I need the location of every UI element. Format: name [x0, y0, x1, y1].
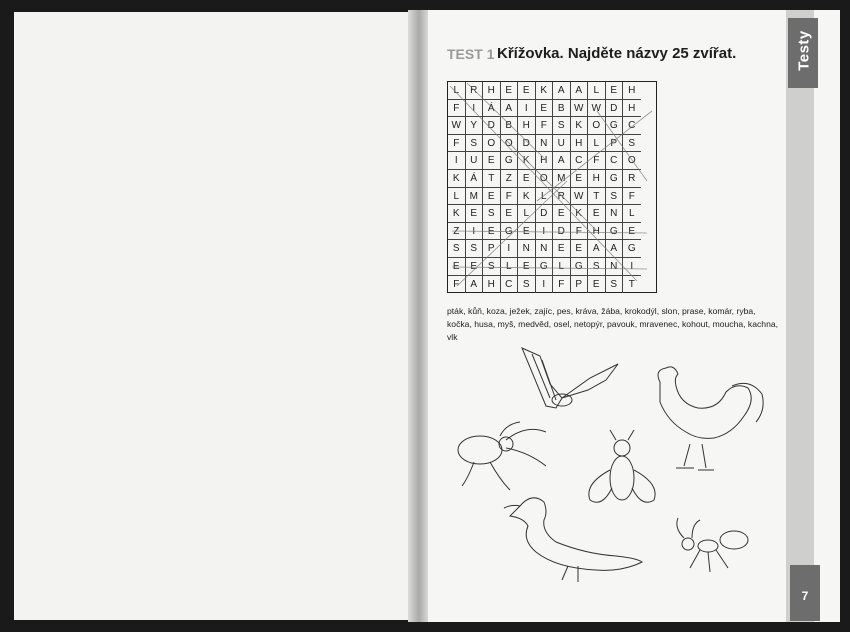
- grid-cell: E: [501, 205, 519, 223]
- grid-cell: D: [553, 223, 571, 241]
- grid-cell: K: [536, 82, 554, 100]
- grid-cell: Á: [483, 100, 501, 118]
- grid-cell: W: [571, 100, 589, 118]
- grid-cell: A: [571, 82, 589, 100]
- grid-cell: E: [466, 258, 484, 276]
- grid-cell: L: [448, 82, 466, 100]
- grid-cell: E: [588, 205, 606, 223]
- grid-cell: E: [536, 100, 554, 118]
- grid-cell: I: [466, 100, 484, 118]
- animal-illustrations: [450, 340, 780, 590]
- page-number-box: [790, 565, 820, 621]
- grid-cell: T: [483, 170, 501, 188]
- grid-cell: I: [448, 152, 466, 170]
- grid-cell: H: [571, 135, 589, 153]
- grid-cell: H: [483, 82, 501, 100]
- grid-cell: G: [501, 223, 519, 241]
- grid-cell: H: [588, 223, 606, 241]
- grid-cell: E: [501, 82, 519, 100]
- grid-cell: K: [571, 205, 589, 223]
- grid-cell: E: [518, 82, 536, 100]
- bat-illustration: [522, 348, 618, 408]
- grid-cell: E: [553, 240, 571, 258]
- book-gutter: [408, 10, 430, 622]
- grid-cell: E: [553, 205, 571, 223]
- grid-cell: R: [466, 82, 484, 100]
- grid-cell: F: [448, 135, 466, 153]
- grid-cell: C: [606, 152, 624, 170]
- grid-cell: D: [536, 205, 554, 223]
- edge-strip: [786, 10, 814, 622]
- word-search-grid: [447, 81, 657, 293]
- grid-cell: G: [623, 240, 641, 258]
- rooster-illustration: [658, 367, 763, 470]
- grid-cell: T: [628, 278, 635, 290]
- grid-row: [448, 205, 656, 223]
- grid-cell: F: [448, 100, 466, 118]
- grid-row: [448, 117, 656, 135]
- grid-cell: L: [501, 258, 519, 276]
- grid-cell: I: [466, 223, 484, 241]
- grid-row: [448, 170, 656, 188]
- test-label: TEST 1: [447, 46, 495, 62]
- grid-row: [448, 82, 656, 100]
- grid-cell: M: [466, 188, 484, 206]
- grid-cell: L: [553, 258, 571, 276]
- grid-row: [448, 240, 656, 258]
- grid-cell: S: [466, 240, 484, 258]
- grid-cell: B: [553, 100, 571, 118]
- grid-cell: F: [536, 117, 554, 135]
- grid-cell: H: [536, 152, 554, 170]
- grid-row: [448, 276, 656, 294]
- grid-cell: G: [606, 117, 624, 135]
- grid-cell: L: [536, 188, 554, 206]
- grid-cell: N: [536, 240, 554, 258]
- grid-cell: R: [553, 188, 571, 206]
- grid-row: [448, 135, 656, 153]
- grid-cell: Á: [466, 170, 484, 188]
- grid-row: [448, 100, 656, 118]
- grid-cell: S: [588, 258, 606, 276]
- grid-cell: L: [588, 135, 606, 153]
- grid-cell: E: [518, 223, 536, 241]
- grid-cell: E: [448, 258, 466, 276]
- animal-word-list: pták, kůň, koza, ježek, zajíc, pes, kráva, žába, krokodýl, slon, prase, komár, ryba, kočka, husa, myš, medvěd, osel, netopýr, pavouk, mravenec, kohout, moucha, kachna, vlk: [447, 306, 779, 342]
- grid-cell: H: [623, 82, 641, 100]
- grid-row: [448, 258, 656, 276]
- grid-cell: S: [483, 205, 501, 223]
- grid-cell: A: [466, 276, 484, 294]
- section-tab: [788, 18, 818, 88]
- grid-cell: I: [536, 276, 554, 294]
- grid-cell: K: [518, 152, 536, 170]
- grid-cell: S: [606, 276, 624, 294]
- grid-cell: K: [448, 170, 466, 188]
- grid-cell: I: [536, 223, 554, 241]
- grid-cell: G: [501, 152, 519, 170]
- grid-cell: Z: [501, 170, 519, 188]
- grid-cell: W: [588, 100, 606, 118]
- grid-cell: E: [483, 223, 501, 241]
- grid-cell: W: [448, 117, 466, 135]
- grid-cell: E: [571, 170, 589, 188]
- grid-cell: S: [448, 240, 466, 258]
- grid-cell: N: [518, 240, 536, 258]
- grid-cell: C: [571, 152, 589, 170]
- grid-cell: H: [483, 276, 501, 294]
- grid-cell: R: [623, 170, 641, 188]
- grid-cell: U: [466, 152, 484, 170]
- grid-cell: F: [553, 276, 571, 294]
- grid-cell: U: [553, 135, 571, 153]
- grid-cell: O: [483, 135, 501, 153]
- grid-cell: E: [483, 188, 501, 206]
- grid-cell: D: [483, 117, 501, 135]
- grid-cell: A: [606, 240, 624, 258]
- grid-cell: G: [606, 170, 624, 188]
- grid-cell: F: [448, 276, 466, 294]
- grid-cell: P: [571, 276, 589, 294]
- grid-cell: F: [588, 152, 606, 170]
- grid-row: [448, 152, 656, 170]
- grid-cell: S: [483, 258, 501, 276]
- grid-cell: K: [571, 117, 589, 135]
- grid-cell: G: [606, 223, 624, 241]
- grid-cell: I: [623, 258, 641, 276]
- grid-cell: E: [623, 223, 641, 241]
- grid-cell: G: [571, 258, 589, 276]
- grid-cell: M: [553, 170, 571, 188]
- grid-cell: H: [623, 100, 641, 118]
- grid-cell: T: [588, 188, 606, 206]
- grid-row: [448, 188, 656, 206]
- grid-cell: I: [501, 240, 519, 258]
- grid-cell: A: [501, 100, 519, 118]
- grid-cell: S: [466, 135, 484, 153]
- grid-cell: L: [518, 205, 536, 223]
- grid-cell: F: [623, 188, 641, 206]
- grid-cell: N: [606, 205, 624, 223]
- grid-cell: D: [606, 100, 624, 118]
- grid-cell: A: [588, 240, 606, 258]
- grid-cell: H: [588, 170, 606, 188]
- grid-cell: Y: [466, 117, 484, 135]
- duck-illustration: [504, 498, 642, 582]
- grid-cell: L: [623, 205, 641, 223]
- grid-cell: I: [518, 100, 536, 118]
- grid-cell: E: [483, 152, 501, 170]
- spider-illustration: [458, 422, 546, 490]
- grid-cell: S: [553, 117, 571, 135]
- grid-cell: B: [501, 117, 519, 135]
- grid-cell: S: [518, 276, 536, 294]
- grid-cell: E: [518, 258, 536, 276]
- grid-cell: E: [606, 82, 624, 100]
- grid-cell: C: [501, 276, 519, 294]
- grid-cell: G: [536, 258, 554, 276]
- grid-cell: E: [518, 170, 536, 188]
- fly-illustration: [589, 430, 655, 502]
- grid-cell: S: [623, 135, 641, 153]
- grid-cell: E: [571, 240, 589, 258]
- left-page-blank: [14, 12, 414, 620]
- grid-cell: A: [553, 152, 571, 170]
- page-number: 7: [801, 589, 809, 603]
- grid-cell: F: [501, 188, 519, 206]
- grid-cell: D: [518, 135, 536, 153]
- grid-cell: P: [606, 135, 624, 153]
- grid-cell: O: [588, 117, 606, 135]
- grid-cell: N: [606, 258, 624, 276]
- section-tab-label: Testy: [795, 30, 813, 71]
- grid-cell: Z: [448, 223, 466, 241]
- grid-cell: H: [518, 117, 536, 135]
- grid-cell: K: [518, 188, 536, 206]
- grid-cell: L: [588, 82, 606, 100]
- grid-cell: O: [536, 170, 554, 188]
- grid-cell: A: [553, 82, 571, 100]
- ant-illustration: [677, 518, 748, 572]
- grid-cell: P: [483, 240, 501, 258]
- grid-cell: F: [571, 223, 589, 241]
- grid-cell: O: [501, 135, 519, 153]
- grid-cell: O: [623, 152, 641, 170]
- grid-cell: C: [623, 117, 641, 135]
- grid-cell: K: [448, 205, 466, 223]
- grid-cell: L: [448, 188, 466, 206]
- grid-cell: N: [536, 135, 554, 153]
- grid-cell: W: [571, 188, 589, 206]
- grid-cell: S: [606, 188, 624, 206]
- grid-row: [448, 223, 656, 241]
- grid-cell: E: [466, 205, 484, 223]
- page-title: Křížovka. Najděte názvy 25 zvířat.: [497, 45, 737, 62]
- grid-cell: E: [588, 276, 606, 294]
